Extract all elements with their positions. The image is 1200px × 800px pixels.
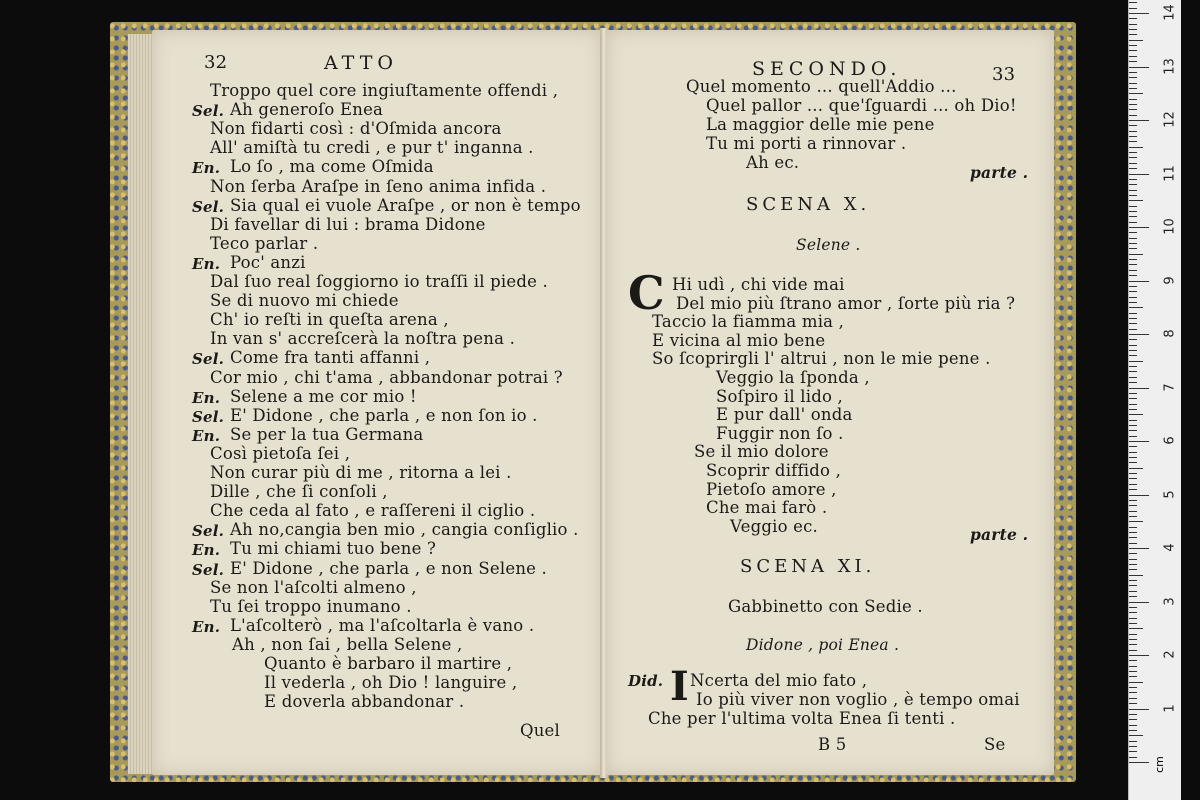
ruler-tick — [1129, 409, 1137, 410]
ruler-tick — [1129, 56, 1137, 57]
verse-line: Hi udì , chi vide mai — [672, 275, 845, 294]
ruler-tick — [1129, 532, 1137, 533]
ruler-tick — [1129, 644, 1137, 645]
speaker-label: En. — [192, 159, 221, 178]
ruler-tick — [1129, 553, 1137, 554]
verse-line: E' Didone , che parla , e non Selene . — [230, 558, 547, 578]
ruler-tick — [1129, 393, 1137, 394]
ruler-tick — [1129, 83, 1137, 84]
ruler-tick — [1129, 404, 1137, 405]
ruler-number: 7 — [1162, 382, 1178, 392]
ruler-tick — [1129, 607, 1137, 608]
stage-exit-2: parte . — [970, 525, 1029, 544]
ruler-tick — [1129, 478, 1137, 479]
ruler-tick — [1129, 628, 1143, 629]
ruler-tick — [1129, 666, 1137, 667]
ruler-tick — [1129, 45, 1137, 46]
ruler-tick — [1129, 184, 1137, 185]
ruler-tick — [1129, 355, 1137, 356]
ruler-tick — [1129, 446, 1137, 447]
verse-line: Ah no,cangia ben mio , cangia conſiglio . — [230, 520, 579, 540]
ruler-tick — [1129, 179, 1137, 180]
ruler-tick — [1129, 163, 1137, 164]
ruler-tick — [1129, 495, 1149, 496]
ruler-tick — [1129, 72, 1137, 73]
ruler-number: 4 — [1162, 543, 1178, 552]
ruler-tick — [1129, 377, 1137, 378]
verse-line: Se il mio dolore — [694, 442, 829, 462]
ruler-tick — [1129, 77, 1137, 78]
verse-line: Non fidarti così : d'Oſmida ancora — [210, 119, 502, 139]
ruler-tick — [1129, 50, 1137, 51]
verse-line: So ſcoprirgli l' altrui , non le mie pene . — [652, 349, 991, 369]
ruler-tick — [1129, 650, 1137, 651]
ruler-number: 2 — [1162, 650, 1178, 659]
ruler-number: 10 — [1162, 218, 1178, 235]
ruler-number: 8 — [1162, 329, 1178, 338]
ruler-tick — [1129, 313, 1137, 314]
verse-line: Ch' io reſti in queſta arena , — [210, 310, 449, 330]
ruler-tick — [1129, 537, 1137, 538]
ruler-tick — [1129, 174, 1149, 175]
verse-line: Teco parlar . — [210, 233, 319, 253]
ruler-tick — [1129, 366, 1137, 367]
ruler-tick — [1129, 131, 1137, 132]
verse-line: L'aſcolterò , ma l'aſcoltarla è vano . — [230, 615, 535, 635]
ruler-tick — [1129, 527, 1137, 528]
verse-line: Così pietoſa ſei , — [210, 443, 351, 463]
ruler-tick — [1129, 575, 1143, 576]
ruler-tick — [1129, 521, 1143, 522]
verse-line: Tu mi chiami tuo bene ? — [230, 539, 437, 559]
verse-line: Non ſerba Araſpe in ſeno anima infida . — [210, 176, 547, 196]
ruler-tick — [1129, 425, 1137, 426]
verse-line: Selene a me cor mio ! — [230, 386, 417, 406]
ruler-unit: cm — [1152, 756, 1166, 773]
verse-line: Quel pallor ... que'ſguardi ... oh Dio! — [706, 96, 1017, 115]
verse-line: Se per la tua Germana — [230, 424, 424, 444]
ruler-tick — [1129, 24, 1137, 25]
ruler-tick — [1129, 232, 1137, 233]
ruler-tick — [1129, 618, 1137, 619]
ruler-tick — [1129, 18, 1137, 19]
ruler-tick — [1129, 61, 1137, 62]
ruler-tick — [1129, 281, 1149, 282]
ruler-tick — [1129, 345, 1137, 346]
right-page — [606, 30, 1054, 775]
ruler-tick — [1129, 382, 1137, 383]
ruler-tick — [1129, 211, 1137, 212]
speaker-label: En. — [192, 617, 221, 636]
ruler-tick — [1129, 714, 1137, 715]
ruler-tick — [1129, 441, 1149, 442]
verse-line: Taccio la fiamma mia , — [652, 312, 845, 332]
ruler-tick — [1129, 741, 1137, 742]
ruler-tick — [1129, 104, 1137, 105]
aria-dropcap: C — [628, 266, 665, 320]
ruler-tick — [1129, 40, 1143, 41]
verse-line: In van s' accreſcerà la noſtra pena . — [210, 329, 516, 349]
ruler-tick — [1129, 430, 1137, 431]
verse-line: Se non l'aſcolti almeno , — [210, 577, 417, 597]
verse-line: Quel momento ... quell'Addio ... — [686, 77, 957, 96]
catchword-left: Quel — [520, 721, 560, 740]
speaker-label: Sel. — [192, 407, 225, 426]
ruler-tick — [1129, 297, 1137, 298]
ruler-tick — [1129, 13, 1149, 14]
ruler-tick — [1129, 548, 1149, 549]
ruler-tick — [1129, 115, 1137, 116]
verse-line: Che mai farò . — [706, 498, 828, 518]
ruler-tick — [1129, 500, 1137, 501]
ruler-tick — [1129, 243, 1137, 244]
ruler-tick — [1129, 762, 1149, 763]
ruler-tick — [1129, 436, 1137, 437]
ruler-tick — [1129, 307, 1143, 308]
verse-line: Se di nuovo mi chiede — [210, 291, 399, 311]
scene-11-heading: SCENA XI. — [740, 556, 876, 577]
did-dropcap: I — [670, 663, 689, 710]
ruler-tick — [1129, 334, 1149, 335]
ruler-tick — [1129, 634, 1137, 635]
verse-line: Pietoſo amore , — [706, 479, 837, 499]
ruler-tick — [1129, 190, 1137, 191]
verse-line: Il vederla , oh Dio ! languire , — [264, 673, 518, 693]
verse-line: E pur dall' onda — [716, 405, 853, 425]
page-edges — [128, 34, 154, 774]
scene-11-setting: Gabbinetto con Sedie . — [728, 597, 923, 616]
ruler-tick — [1129, 195, 1137, 196]
verse-line: Ah generoſo Enea — [230, 100, 384, 120]
running-head-right: SECONDO. — [752, 58, 902, 80]
ruler-tick — [1129, 457, 1137, 458]
scene-10-heading: SCENA X. — [746, 194, 871, 215]
speaker-label: Sel. — [192, 560, 225, 579]
ruler-tick — [1129, 569, 1137, 570]
verse-line: Ncerta del mio fato , — [690, 671, 868, 690]
ruler-number: 9 — [1162, 275, 1178, 285]
ruler-tick — [1129, 452, 1137, 453]
verse-line: Troppo quel core ingiuſtamente offendi , — [210, 81, 559, 100]
ruler-tick — [1129, 200, 1143, 201]
page-number-right: 33 — [992, 64, 1016, 85]
speaker-label: En. — [192, 541, 221, 560]
ruler-tick — [1129, 602, 1149, 603]
measuring-ruler — [1128, 0, 1181, 800]
ruler-tick — [1129, 709, 1149, 710]
ruler-tick — [1129, 719, 1137, 720]
ruler-tick — [1129, 398, 1137, 399]
verse-line: La maggior delle mie pene — [706, 115, 935, 134]
ruler-tick — [1129, 580, 1137, 581]
ruler-tick — [1129, 109, 1137, 110]
ruler-tick — [1129, 152, 1137, 153]
catchword-right: Se — [984, 735, 1006, 754]
ruler-tick — [1129, 302, 1137, 303]
verse-line: Come fra tanti affanni , — [230, 348, 431, 368]
ruler-tick — [1129, 671, 1137, 672]
verse-line: Scoprir diffido , — [706, 461, 842, 480]
verse-line: Veggio la ſponda , — [716, 368, 870, 387]
ruler-tick — [1129, 29, 1137, 30]
ruler-tick — [1129, 88, 1137, 89]
ruler-tick — [1129, 511, 1137, 512]
ruler-number: 11 — [1162, 164, 1178, 182]
scene-10-character: Selene . — [796, 236, 861, 254]
verse-line: Dal ſuo real ſoggiorno io traſſi il piede . — [210, 272, 548, 291]
ruler-tick — [1129, 655, 1149, 656]
speaker-did: Did. — [628, 672, 664, 690]
verse-line: Veggio ec. — [730, 516, 818, 536]
ruler-tick — [1129, 254, 1143, 255]
left-page — [152, 30, 602, 775]
ruler-tick — [1129, 559, 1137, 560]
verse-line: Non curar più di me , ritorna a lei . — [210, 463, 512, 482]
ruler-number: 14 — [1162, 4, 1178, 21]
ruler-tick — [1129, 361, 1143, 362]
speaker-label: Sel. — [192, 350, 225, 369]
ruler-tick — [1129, 596, 1137, 597]
verse-line: Del mio più ſtrano amor , ſorte più ria ? — [676, 293, 1016, 313]
ruler-tick — [1129, 34, 1137, 35]
ruler-tick — [1129, 318, 1137, 319]
page-number-left: 32 — [204, 52, 228, 73]
ruler-tick — [1129, 484, 1137, 485]
ruler-number: 6 — [1162, 436, 1178, 445]
ruler-tick — [1129, 564, 1137, 565]
verse-line: Quanto è barbaro il martire , — [264, 654, 513, 673]
ruler-tick — [1129, 350, 1137, 351]
verse-line: Tu mi porti a rinnovar . — [706, 134, 907, 153]
ruler-tick — [1129, 93, 1143, 94]
verse-line: Lo ſo , ma come Oſmida — [230, 157, 434, 177]
ruler-tick — [1129, 329, 1137, 330]
verse-line: All' amiſtà tu credi , e pur t' inganna . — [210, 138, 534, 158]
ruler-tick — [1129, 468, 1143, 469]
ruler-tick — [1129, 489, 1137, 490]
ruler-number: 12 — [1162, 111, 1178, 128]
verse-line: Fuggir non ſo . — [716, 423, 844, 443]
ruler-tick — [1129, 339, 1137, 340]
running-head-left: ATTO — [324, 52, 398, 74]
ruler-number: 13 — [1162, 57, 1178, 75]
ruler-tick — [1129, 141, 1137, 142]
ruler-tick — [1129, 585, 1137, 586]
ruler-tick — [1129, 120, 1149, 121]
ruler-tick — [1129, 388, 1149, 389]
speaker-label: En. — [192, 426, 221, 445]
ruler-tick — [1129, 147, 1143, 148]
verse-line: Ah ec. — [746, 153, 800, 172]
ruler-tick — [1129, 735, 1143, 736]
verse-line: Soſpiro il lido , — [716, 386, 843, 406]
verse-line: Tu ſei troppo inumano . — [210, 596, 412, 616]
verse-line: Cor mio , chi t'ama , abbandonar potrai ? — [210, 367, 563, 387]
ruler-tick — [1129, 703, 1137, 704]
ruler-tick — [1129, 264, 1137, 265]
ruler-tick — [1129, 687, 1137, 688]
ruler-tick — [1129, 725, 1137, 726]
ruler-tick — [1129, 323, 1137, 324]
ruler-tick — [1129, 227, 1149, 228]
ruler-tick — [1129, 125, 1137, 126]
verse-line: Che ceda al fato , e raſſereni il ciglio . — [210, 501, 536, 521]
ruler-tick — [1129, 682, 1143, 683]
ruler-tick — [1129, 222, 1137, 223]
ruler-tick — [1129, 414, 1143, 415]
verse-line: E' Didone , che parla , e non ſon io . — [230, 405, 538, 425]
ruler-tick — [1129, 746, 1137, 747]
ruler-tick — [1129, 67, 1149, 68]
ruler-tick — [1129, 248, 1137, 249]
speaker-label: Sel. — [192, 197, 225, 216]
ruler-tick — [1129, 8, 1137, 9]
ruler-tick — [1129, 591, 1137, 592]
ruler-tick — [1129, 692, 1137, 693]
speaker-label: Sel. — [192, 522, 225, 541]
verse-line: E doverla abbandonar . — [264, 692, 465, 712]
verse-line: Che per l'ultima volta Enea ſi tenti . — [648, 709, 956, 728]
ruler-tick — [1129, 639, 1137, 640]
ruler-tick — [1129, 275, 1137, 276]
ruler-tick — [1129, 612, 1137, 613]
ruler-tick — [1129, 698, 1137, 699]
ruler-tick — [1129, 168, 1137, 169]
speaker-label: En. — [192, 254, 221, 273]
ruler-tick — [1129, 660, 1137, 661]
speaker-label: Sel. — [192, 102, 225, 121]
ruler-tick — [1129, 2, 1137, 3]
ruler-tick — [1129, 238, 1137, 239]
ruler-tick — [1129, 473, 1137, 474]
ruler-tick — [1129, 757, 1137, 758]
ruler-tick — [1129, 270, 1137, 271]
signature-mark: B 5 — [818, 735, 847, 754]
verse-line: Dille , che ſi conſoli , — [210, 482, 388, 502]
ruler-tick — [1129, 286, 1137, 287]
ruler-tick — [1129, 730, 1137, 731]
ruler-tick — [1129, 291, 1137, 292]
verse-line: Sia qual ei vuole Araſpe , or non è tempo — [230, 195, 581, 215]
speaker-label: En. — [192, 388, 221, 407]
ruler-number: 1 — [1162, 703, 1178, 713]
ruler-tick — [1129, 505, 1137, 506]
verse-line: Ah , non ſai , bella Selene , — [232, 634, 463, 654]
ruler-tick — [1129, 157, 1137, 158]
ruler-tick — [1129, 516, 1137, 517]
ruler-number: 5 — [1162, 489, 1178, 499]
ruler-tick — [1129, 206, 1137, 207]
ruler-tick — [1129, 99, 1137, 100]
scene-11-characters: Didone , poi Enea . — [746, 636, 900, 654]
ruler-tick — [1129, 136, 1137, 137]
verse-line: Io più viver non voglio , è tempo omai — [696, 690, 1020, 709]
ruler-tick — [1129, 623, 1137, 624]
ruler-tick — [1129, 751, 1137, 752]
verse-line: Poc' anzi — [230, 252, 306, 272]
stage-exit-1: parte . — [970, 163, 1029, 182]
ruler-tick — [1129, 216, 1137, 217]
verse-line: Di favellar di lui : brama Didone — [210, 214, 486, 234]
ruler-tick — [1129, 676, 1137, 677]
ruler-tick — [1129, 371, 1137, 372]
ruler-tick — [1129, 259, 1137, 260]
ruler-tick — [1129, 543, 1137, 544]
ruler-tick — [1129, 462, 1137, 463]
ruler-tick — [1129, 420, 1137, 421]
ruler-number: 3 — [1162, 596, 1178, 606]
verse-line: E vicina al mio bene — [652, 330, 826, 350]
